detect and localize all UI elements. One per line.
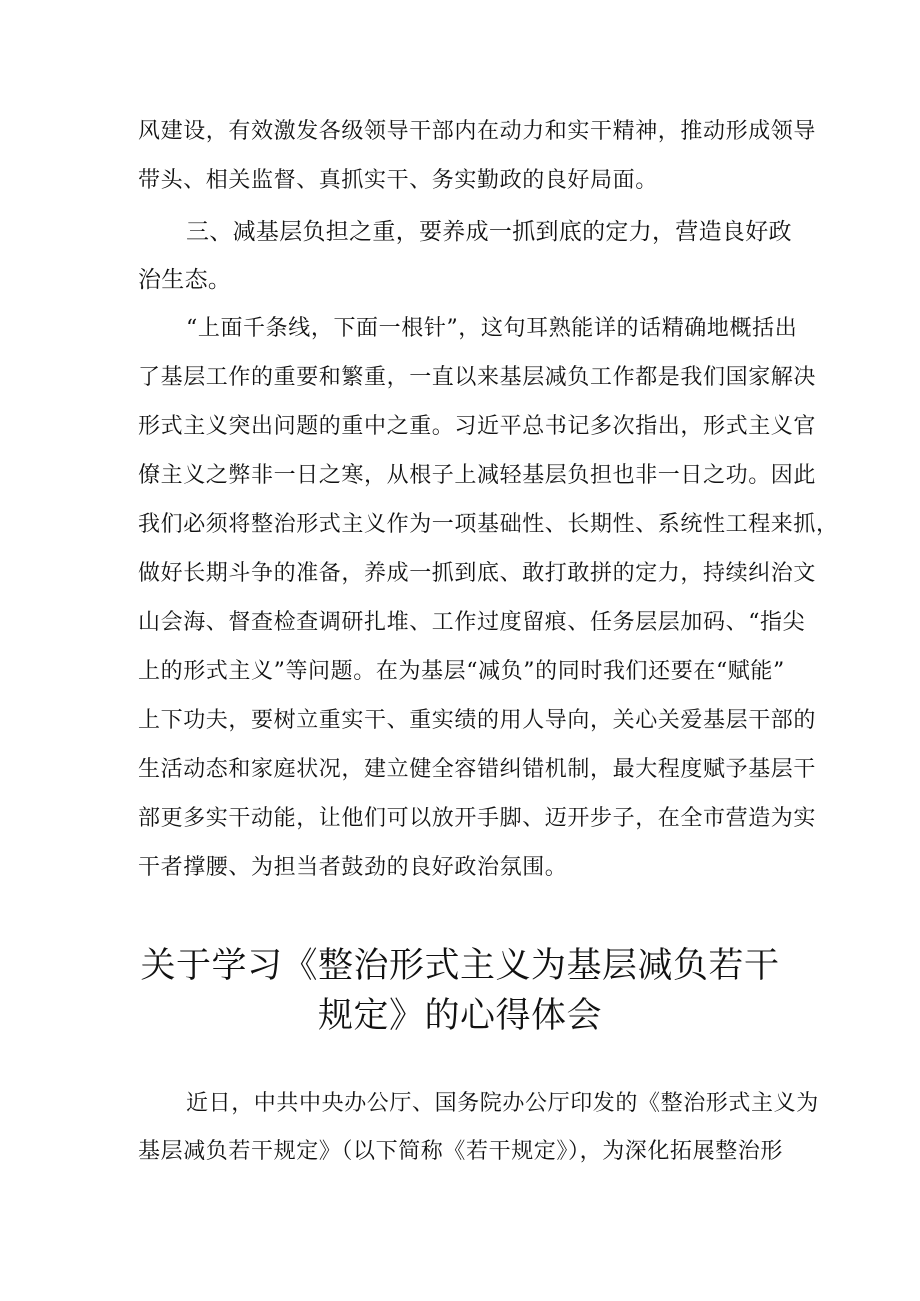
article-intro-line: 基层减负若干规定》（以下简称《若干规定》），为深化拓展整治形	[138, 1139, 784, 1164]
continuation-line: 风建设，有效激发各级领导干部内在动力和实干精神，推动形成领导	[138, 119, 817, 144]
section-body-line: 干者撑腰、为担当者鼓劲的良好政治氛围。	[138, 855, 568, 880]
section-body-line: 僚主义之弊非一日之寒，从根子上减轻基层负担也非一日之功。因此	[138, 463, 817, 488]
section-body-line: 我们必须将整治形式主义作为一项基础性、长期性、系统性工程来抓，	[138, 512, 839, 537]
article-intro-line: 近日，中共中央办公厅、国务院办公厅印发的《整治形式主义为	[186, 1091, 819, 1116]
section-body-line: 山会海、督查检查调研扎堆、工作过度留痕、任务层层加码、“指尖	[138, 610, 806, 635]
section-body-line: 部更多实干动能，让他们可以放开手脚、迈开步子，在全市营造为实	[138, 806, 817, 831]
continuation-line: 带头、相关监督、真抓实干、务实勤政的良好局面。	[138, 168, 658, 193]
section-body-line: 上下功夫，要树立重实干、重实绩的用人导向，关心关爱基层干部的	[138, 708, 817, 733]
section-body-line: 上的形式主义”等问题。在为基层“减负”的同时我们还要在“赋能”	[138, 659, 785, 684]
article-title-line: 关于学习《整治形式主义为基层减负若干	[140, 946, 780, 986]
section-body-line: “上面千条线，下面一根针”，这句耳熟能详的话精确地概括出	[186, 316, 798, 341]
section-heading-line: 治生态。	[138, 267, 232, 293]
section-heading-line: 三、减基层负担之重，要养成一抓到底的定力，营造良好政	[186, 219, 792, 245]
section-body-line: 做好长期斗争的准备，养成一抓到底、敢打敢拼的定力，持续纠治文	[138, 561, 817, 586]
section-body-line: 形式主义突出问题的重中之重。习近平总书记多次指出，形式主义官	[138, 414, 817, 439]
section-body-line: 生活动态和家庭状况，建立健全容错纠错机制，最大程度赋予基层干	[138, 757, 817, 782]
section-body-line: 了基层工作的重要和繁重，一直以来基层减负工作都是我们国家解决	[138, 365, 817, 390]
article-title-line: 规定》的心得体会	[317, 996, 602, 1036]
